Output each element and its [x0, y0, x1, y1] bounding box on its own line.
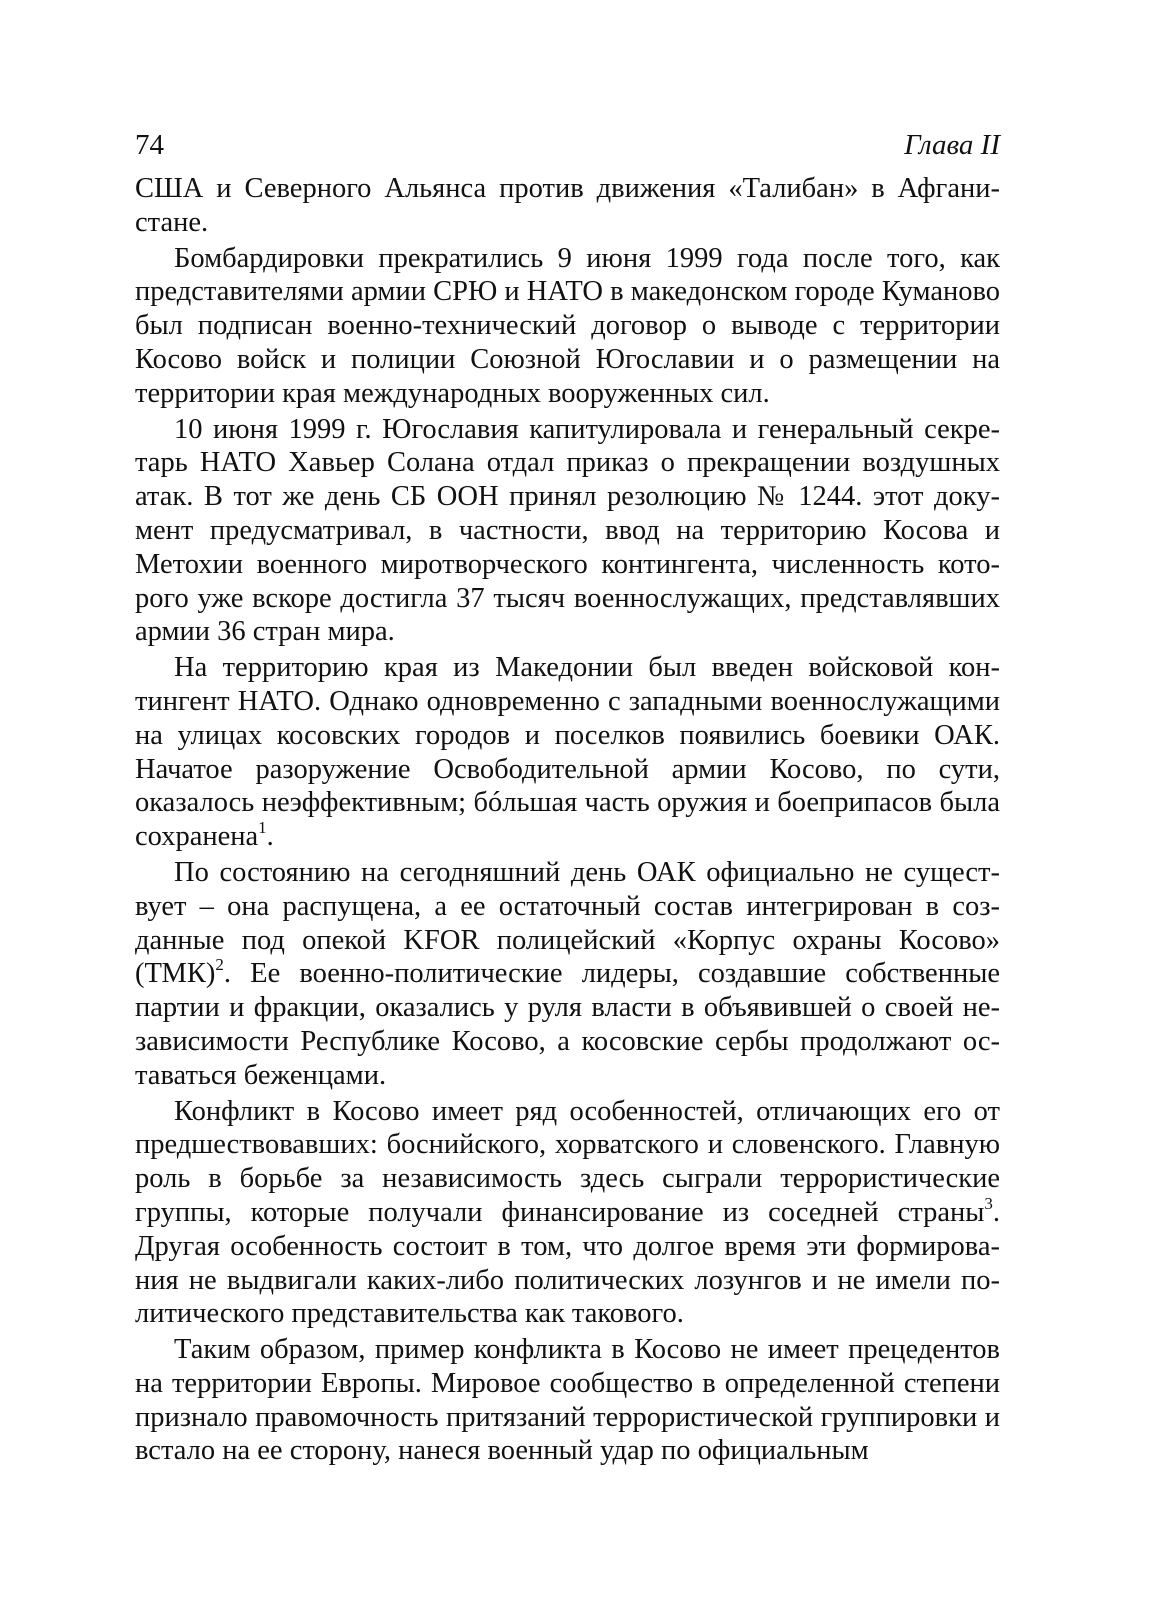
paragraph-4	[135, 651, 1000, 854]
running-head: Глава II	[904, 129, 1000, 161]
paragraph-4-end: .	[266, 821, 274, 853]
footnote-ref-3: 3	[984, 1193, 993, 1213]
page-number: 74	[135, 129, 164, 161]
paragraph-6-text-a: Конфликт в Косово имеет ряд особенностей, отличающих его от предшествовавших: боснийского, хорватского и словенского. Главную роль в борьбе за независимость здесь сыграли террористические группы, которые получали финансирование из соседней страны	[135, 1095, 1000, 1228]
body-text	[135, 172, 1000, 1468]
paragraph-5-text-a: По состоянию на сегодняшний день ОАК официально не существует – она распущена, а ее остаточный состав интегрирован в созданные под опекой KFOR полицейский «Корпус охраны Косово» (ТМК)	[135, 856, 1000, 990]
footnote-ref-2: 2	[215, 955, 224, 975]
paragraph-1: США и Северного Альянса против движения «Талибан» в Афганистане.	[135, 173, 1000, 238]
paragraph-3: 10 июня 1999 г. Югославия капитулировала и генеральный секретарь НАТО Хавьер Солана отдал приказ о прекращении воздушных атак. В тот же день СБ ООН принял резолюцию № 1244. этот документ предусматривал, в частности, ввод на территорию Косова и Метохии военного миротворческого контингента, численность которого уже вскоре достигла 37 тысяч военнослужащих, представлявших армии 36 стран мира.	[135, 413, 1000, 648]
book-page	[135, 128, 1000, 1470]
paragraph-6-text-b: . Другая особенность состоит в том, что долгое время эти формирования не выдвигали каких-либо политических лозунгов и не имели политического представительства как такового.	[135, 1196, 1000, 1330]
paragraph-4-text: На территорию края из Македонии был введен войсковой контингент НАТО. Однако одновременно с западными военнослужащими на улицах косовских городов и поселков появились боевики ОАК. Начатое разоружение Освободительной армии Косово, по сути, оказалось неэффективным; бóльшая часть оружия и боеприпасов была сохранена	[135, 652, 1000, 853]
paragraph-6	[135, 1095, 1000, 1332]
paragraph-2: Бомбардировки прекратились 9 июня 1999 года после того, как представителями армии СРЮ и НАТО в македонском городе Куманово был подписан военно-технический договор о выводе с территории Косово войск и полиции Союзной Югославии и о размещении на территории края международных вооруженных сил.	[135, 242, 1000, 409]
paragraph-5-text-b: . Ее военно-политические лидеры, создавшие собственные партии и фракции, оказались у руля власти в объявившей о своей независимости Республике Косово, а косовские сербы продолжают оставаться беженцами.	[135, 958, 1000, 1091]
paragraph-5	[135, 856, 1000, 1093]
footnote-ref-1: 1	[258, 818, 267, 838]
paragraph-7: Таким образом, пример конфликта в Косово не имеет прецедентов на территории Европы. Мировое сообщество в определенной степени признало правомочность притязаний террористической группировки и встало на ее сторону, нанеся военный удар по официальным	[135, 1334, 1000, 1467]
page-header	[135, 128, 1000, 172]
